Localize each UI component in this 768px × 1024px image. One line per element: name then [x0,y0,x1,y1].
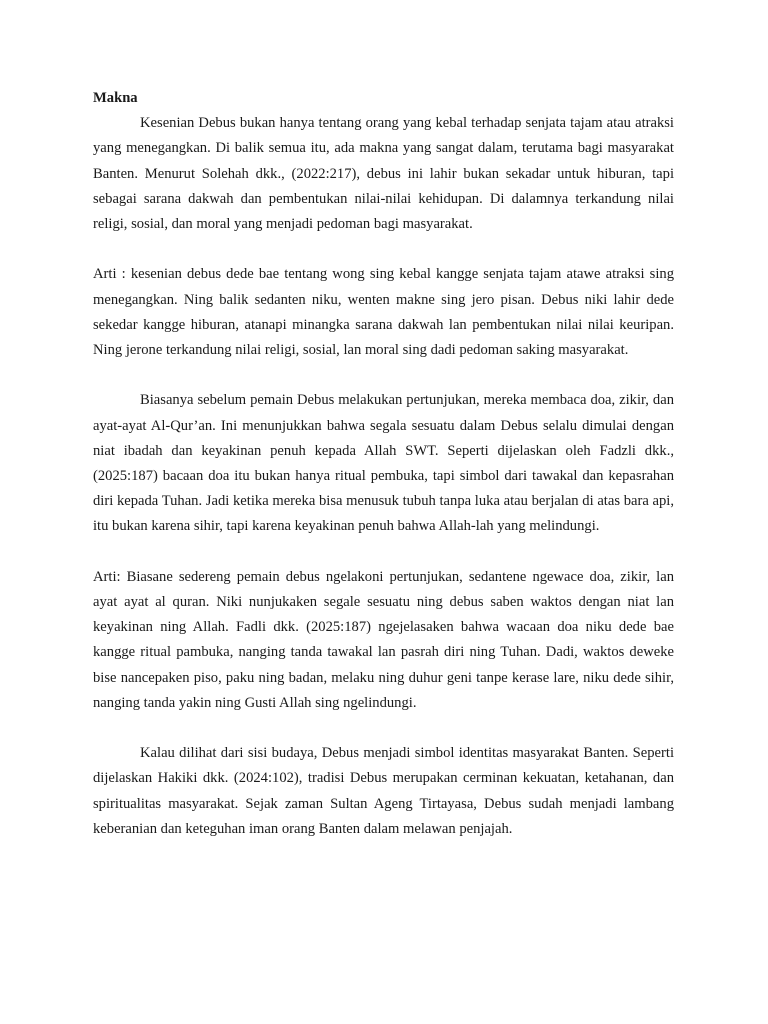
paragraph-arti-1: Arti : kesenian debus dede bae tentang wong sing kebal kangge senjata tajam atawe atraksi sing menegangkan. Ning balik sedanten niku, wenten makne sing jero pisan. Debus niki lahir dede sekedar kangge hiburan, atanapi minangka sarana dakwah lan pembentukan nilai nilai keuripan. Ning jerone terkandung nilai religi, sosial, lan moral sing dadi pedoman saking masyarakat. [93,266,674,359]
paragraph-budaya: Kalau dilihat dari sisi budaya, Debus menjadi simbol identitas masyarakat Banten. Seperti dijelaskan Hakiki dkk. (2024:102), tradisi Debus merupakan cerminan kekuatan, ketahanan, dan spiritualitas masyarakat. Sejak zaman Sultan Ageng Tirtayasa, Debus sudah menjadi lambang keberanian dan keteguhan iman orang Banten dalam melawan penjajah. [93,745,674,837]
paragraph-spacer [93,363,674,388]
document-page [93,86,674,842]
paragraph-spacer [93,237,674,262]
paragraph-spacer [93,716,674,741]
paragraph-spacer [93,540,674,565]
paragraph-makna: Kesenian Debus bukan hanya tentang orang yang kebal terhadap senjata tajam atau atraksi yang menegangkan. Di balik semua itu, ada makna yang sangat dalam, terutama bagi masyarakat Banten. Menurut Solehah dkk., (2022:217), debus ini lahir bukan sekadar untuk hiburan, tapi sebagai sarana dakwah dan pembentukan nilai-nilai kehidupan. Di dalamnya terkandung nilai religi, sosial, dan moral yang menjadi pedoman bagi masyarakat. [93,115,674,233]
paragraph-arti-2: Arti: Biasane sedereng pemain debus ngelakoni pertunjukan, sedantene ngewace doa, zikir, lan ayat ayat al quran. Niki nunjukaken segale sesuatu ning debus saben waktos dengan niat lan keyakinan ning Allah. Fadli dkk. (2025:187) ngejelasaken bahwa wacaan doa niku dede bae kangge ritual pambuka, nanging tanda tawakal lan pasrah diri ning Tuhan. Dadi, waktos deweke bise nancepaken piso, paku ning badan, melaku ning duhur geni tanpe kerase lare, niku dede sihir, nanging tanda yakin ning Gusti Allah sing ngelindungi. [93,568,674,711]
paragraph-doa: Biasanya sebelum pemain Debus melakukan pertunjukan, mereka membaca doa, zikir, dan ayat-ayat Al-Qur’an. Ini menunjukkan bahwa segala sesuatu dalam Debus selalu dimulai dengan niat ibadah dan keyakinan penuh kepada Allah SWT. Seperti dijelaskan oleh Fadzli dkk., (2025:187) bacaan doa itu bukan hanya ritual pembuka, tapi simbol dari tawakal dan kepasrahan diri kepada Tuhan. Jadi ketika mereka bisa menusuk tubuh tanpa luka atau berjalan di atas bara api, itu bukan karena sihir, tapi karena keyakinan penuh bahwa Allah-lah yang melindungi. [93,392,674,535]
section-heading: Makna [93,90,138,106]
